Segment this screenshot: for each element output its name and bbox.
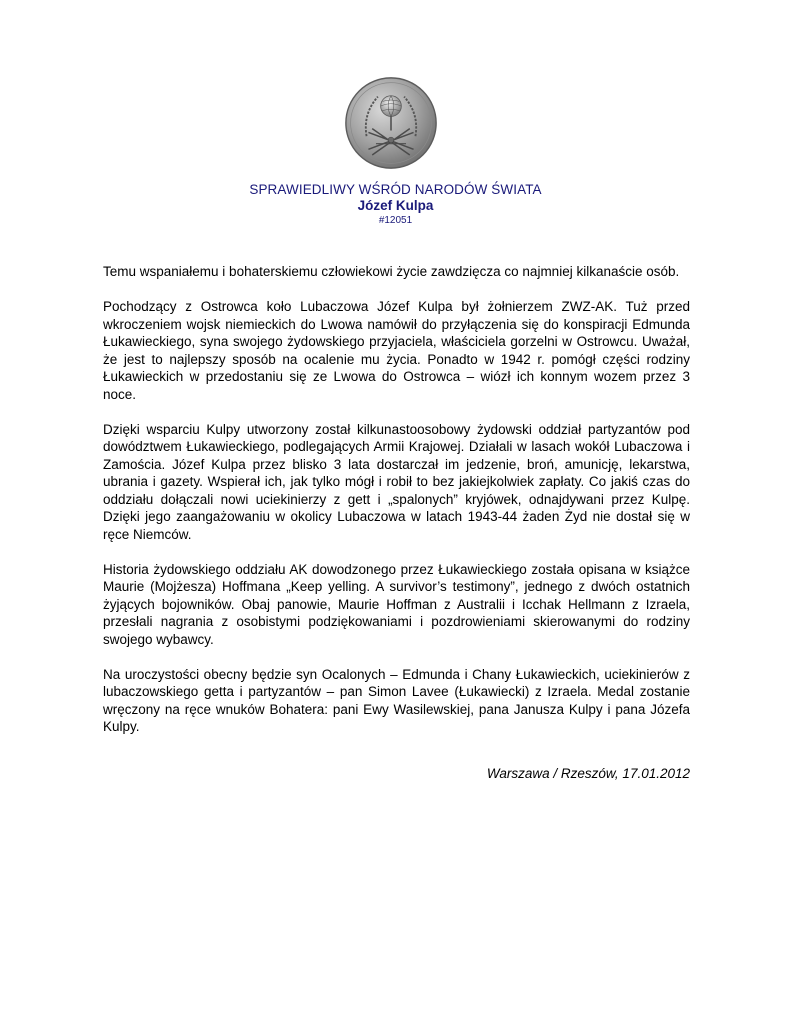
document-body xyxy=(103,263,690,753)
paragraph: Historia żydowskiego oddziału AK dowodzonego przez Łukawieckiego została opisana w książce Maurie (Mojżesza) Hoffmana „Keep yelling. A survivor’s testimony”, jednego z dwóch ostatnich żyjących bojowników. Obaj panowie, Maurie Hoffman z Australii i Icchak Hellmann z Izraela, przesłali nagrania z osobistymi podziękowaniami i pozdrowieniami skierowanymi do rodziny swojego wybawcy. xyxy=(103,561,690,647)
place-and-date: Warszawa / Rzeszów, 17.01.2012 xyxy=(486,766,690,781)
medal-image xyxy=(344,76,438,170)
paragraph: Pochodzący z Ostrowca koło Lubaczowa Józef Kulpa był żołnierzem ZWZ-AK. Tuż przed wkroczeniem wojsk niemieckich do Lwowa namówił do przyłączenia się do konspiracji Edmunda Łukawieckiego, syna swojego żydowskiego przyjaciela, właściciela gorzelni w Ostrowcu. Uważał, że jest to najlepszy sposób na ocalenie mu życia. Ponadto w 1942 r. pomógł części rodziny Łukawieckich w przedostaniu się ze Lwowa do Ostrowca – wiózł ich konnym wozem przez 3 noce. xyxy=(103,299,690,402)
paragraph: Dzięki wsparciu Kulpy utworzony został kilkunastoosobowy żydowski oddział partyzantów pod dowództwem Łukawieckiego, podlegających Armii Krajowej. Działali w lasach wokół Lubaczowa i Zamościa. Józef Kulpa przez blisko 3 lata dostarczał im jedzenie, broń, amunicję, lekarstwa, ubrania i gazety. Wspierał ich, jak tylko mógł i robił to bez jakiejkolwiek zapłaty. Co jakiś czas do oddziału dołączali nowi uciekinierzy z gett i „spalonych” kryjówek, odnajdywani przez Kulpę. Dzięki jego zaangażowaniu w okolicy Lubaczowa w latach 1943-44 żaden Żyd nie dostał się w ręce Niemców. xyxy=(103,421,690,542)
document-header xyxy=(0,181,791,228)
document-title: SPRAWIEDLIWY WŚRÓD NARODÓW ŚWIATA xyxy=(249,182,542,197)
honoree-name: Józef Kulpa xyxy=(357,198,434,213)
paragraph: Na uroczystości obecny będzie syn Ocalonych – Edmunda i Chany Łukawieckich, uciekinierów z lubaczowskiego getta i partyzantów – pan Simon Lavee (Łukawiecki) z Izraela. Medal zostanie wręczony na ręce wnuków Bohatera: pani Ewy Wasilewskiej, pana Janusza Kulpy i pana Józefa Kulpy. xyxy=(103,666,690,734)
record-number: #12051 xyxy=(378,215,413,226)
paragraph: Temu wspaniałemu i bohaterskiemu człowiekowi życie zawdzięcza co najmniej kilkanaście osób. xyxy=(103,264,680,279)
